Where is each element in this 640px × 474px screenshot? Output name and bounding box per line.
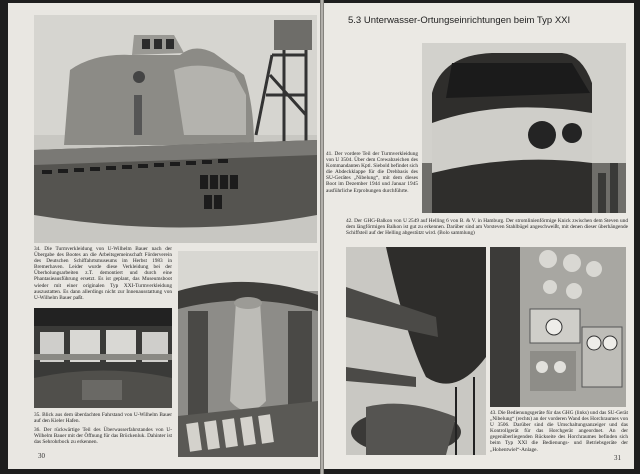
right-page <box>324 3 634 469</box>
photo-35-bridge-view <box>34 308 172 408</box>
caption-36: 36. Der rückwärtige Teil des Überwasserfahrstandes von U-Wilhelm Bauer mit der Öffnung für das Brückenluk. Dahinter ist das Sehrohrbock zu erkennen. <box>34 427 172 446</box>
left-page <box>8 3 320 469</box>
photo-34-tower-fairing <box>34 15 317 243</box>
photo-42-ghg-balcony <box>346 247 486 455</box>
caption-35: 35. Blick aus dem überdachten Fahrstand von U-Wilhelm Bauer auf den Kieler Hafen. <box>34 412 172 425</box>
caption-43: 43. Die Bedienungsgeräte für das GHG (links) und das SU-Gerät „Nibelung“ (rechts) an der vorderen Wand des Horchraumes von U 3506. Darüber sind die Umschaltungsanzeiger und das Kontrollgerät für das Horchgerät angeordnet. An der gegenüberliegenden Rückseite des Horchraumes befinden sich beim Typ XXI die Bedienungs- und Betriebsgeräte der „Hohentwiel“-Anlage. <box>490 410 628 453</box>
caption-41: 41. Der vordere Teil der Turmverkleidung von U 3504. Über dem Crewabzeichen des Kommandanten Kptl. Siebold befindet sich die Abdeckklappe für die Drehbasis des SU-Gerätes „Nibelung“, mit dem dieses Boot im Dezember 1944 und Januar 1945 ausführliche Erprobungen durchführte. <box>326 151 418 194</box>
tower-front-svg <box>422 43 626 213</box>
page-number-right: 31 <box>614 454 621 462</box>
aft-bridge-svg <box>178 251 318 457</box>
tower-photo-svg <box>34 15 317 243</box>
bridge-view-svg <box>34 308 172 408</box>
page-number-left: 30 <box>38 452 45 460</box>
caption-34: 34. Die Turmverkleidung von U-Wilhelm Bauer nach der Übergabe des Bootes an die Arbeitsgemeinschaft Förderverein des Deutschen Schiffahrtsmuseums im Herbst 1983 in Bremerhaven. Leider wurde diese Verkleidung bei der Überholungsarbeiten z.T. demontiert und durch eine Phantasieausführung ersetzt. Es ist geplant, das Museumsboot wieder mit einer originalen Typ XXI-Turmverkleidung auszustatten. Es dann allerdings nicht zur Innenausstattung von U-Wilhelm Bauer paßt. <box>34 246 172 301</box>
photo-43-control-panel <box>490 247 626 407</box>
ghg-balcony-svg <box>346 247 486 455</box>
section-title: 5.3 Unterwasser-Ortungseinrichtungen beim Typ XXI <box>348 15 571 26</box>
photo-36-aft-bridge <box>178 251 318 457</box>
photo-41-tower-front <box>422 43 626 213</box>
caption-42: 42. Der GHG-Balkon von U 2549 auf Helling 6 von B. & V. in Hamburg. Der stromlinienförmige Knick zwischen dem Steven und dem längförmigen Balkon ist gut zu erkennen. Darüber sind am Vorsteven Stahlbügel angeschweißt, mit denen dieser überhängende Schiffsteil auf der Helling abgestützt wird. (Bolo sammlung) <box>346 218 628 237</box>
control-panel-svg <box>490 247 626 407</box>
